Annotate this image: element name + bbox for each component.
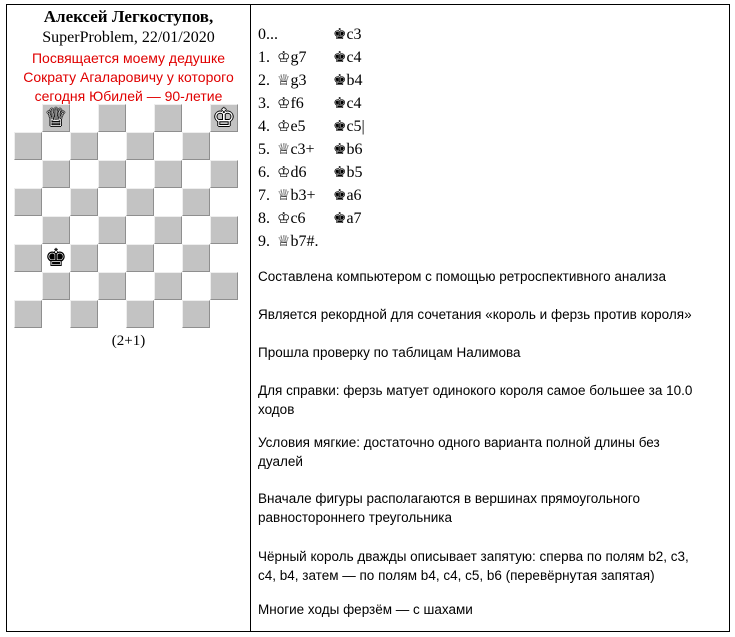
- black-king-icon: ♚: [333, 94, 347, 112]
- board-square: [154, 188, 182, 216]
- note-paragraph: [258, 305, 728, 324]
- black-move-square: c5|: [346, 118, 365, 135]
- note-paragraph: [258, 343, 728, 362]
- board-square: [182, 216, 210, 244]
- move-number: 8.: [258, 210, 270, 227]
- board-square: [70, 216, 98, 244]
- board-square: [154, 272, 182, 300]
- board-square: [70, 132, 98, 160]
- board-square: [126, 132, 154, 160]
- board-square: [14, 272, 42, 300]
- author-name: Алексей Легкоступов,: [43, 7, 214, 26]
- note-paragraph: [258, 433, 728, 471]
- note-line: Многие ходы ферзём — с шахами: [258, 602, 473, 617]
- note-line: Условия мягкие: достаточно одного варианта полной длины без: [258, 435, 660, 450]
- note-line: ходов: [258, 402, 295, 417]
- board-square: [126, 272, 154, 300]
- move-number: 4.: [258, 118, 270, 135]
- board-square: [70, 104, 98, 132]
- white-move-square: f6: [290, 95, 304, 112]
- black-move-square: b4: [346, 72, 363, 89]
- board-square: [98, 104, 126, 132]
- board-square: [98, 300, 126, 328]
- white-king-icon: ♔: [277, 117, 291, 135]
- white-move-square: c3+: [290, 141, 315, 158]
- white-king-icon: ♔: [277, 94, 291, 112]
- note-line: c4, b4, затем — по полям b4, c4, c5, b6 (перевёрнутая запятая): [258, 568, 655, 583]
- white-king-icon: ♔: [212, 103, 236, 132]
- black-king-icon: ♚: [44, 243, 68, 272]
- black-move: [333, 46, 362, 69]
- board-square: [14, 216, 42, 244]
- white-move: [277, 69, 306, 92]
- black-move-square: c3: [346, 26, 362, 43]
- move-number: 6.: [258, 164, 270, 181]
- black-move: [333, 207, 362, 230]
- board-square: [42, 216, 70, 244]
- solution-column: [258, 5, 728, 631]
- board-square: [70, 300, 98, 328]
- note-line: Составлена компьютером с помощью ретроспективного анализа: [258, 269, 666, 284]
- white-move-square: b3+: [290, 187, 316, 204]
- board-square: [42, 132, 70, 160]
- move-number: 3.: [258, 95, 270, 112]
- board-square: [210, 272, 238, 300]
- note-line: Чёрный король дважды описывает запятую: сперва по полям b2, c3,: [258, 549, 689, 564]
- black-move: [333, 23, 362, 46]
- board-square: [14, 188, 42, 216]
- board-square: [210, 160, 238, 188]
- note-line: Для справки: ферзь матует одинокого короля самое большее за 10.0: [258, 383, 693, 398]
- note-paragraph: [258, 381, 728, 419]
- piece-count: (2+1): [111, 333, 146, 349]
- board-square: [154, 104, 182, 132]
- note-line: дуалей: [258, 454, 303, 469]
- note-paragraph: [258, 600, 728, 619]
- dedication-line: сегодня Юбилей — 90-летие: [34, 88, 223, 104]
- white-move: [277, 115, 306, 138]
- board-square: [98, 188, 126, 216]
- white-king-icon: ♔: [277, 163, 291, 181]
- board-square: [182, 188, 210, 216]
- board-square: [210, 244, 238, 272]
- board-square: [154, 300, 182, 328]
- board-square: [154, 132, 182, 160]
- board-square: [126, 188, 154, 216]
- board-square: [42, 160, 70, 188]
- black-king-icon: ♚: [333, 117, 347, 135]
- board-square: [14, 160, 42, 188]
- source-date: SuperProblem, 22/01/2020: [42, 29, 215, 46]
- board-square: [98, 244, 126, 272]
- black-move-square: b5: [346, 164, 363, 181]
- white-move-square: b7#.: [290, 233, 319, 250]
- white-move: [277, 184, 315, 207]
- white-queen-icon: ♕: [277, 186, 291, 204]
- white-move: [277, 230, 318, 253]
- board-square: [182, 300, 210, 328]
- black-king-icon: ♚: [333, 25, 347, 43]
- board-square: [154, 216, 182, 244]
- board-square: [154, 244, 182, 272]
- white-king-icon: ♔: [277, 209, 291, 227]
- black-move-square: a6: [346, 187, 362, 204]
- white-queen-icon: ♕: [277, 140, 291, 158]
- move-number: 2.: [258, 72, 270, 89]
- white-queen-icon: ♕: [44, 103, 68, 132]
- white-queen-icon: ♕: [277, 71, 291, 89]
- black-king-icon: ♚: [333, 163, 347, 181]
- white-king-icon: ♔: [277, 48, 291, 66]
- white-move: [277, 92, 304, 115]
- problem-table: [6, 4, 730, 632]
- black-king-icon: ♚: [333, 71, 347, 89]
- move-number: 1.: [258, 49, 270, 66]
- board-square: [42, 188, 70, 216]
- black-move-square: c4: [346, 49, 362, 66]
- black-move-square: a7: [346, 210, 362, 227]
- board-square: [154, 160, 182, 188]
- note-line: Является рекордной для сочетания «король и ферзь против короля»: [258, 307, 692, 322]
- board-square: [42, 300, 70, 328]
- dedication: [7, 49, 250, 106]
- board-square: [14, 244, 42, 272]
- board-square: [14, 300, 42, 328]
- white-move: [277, 138, 315, 161]
- black-move: [333, 138, 362, 161]
- move-number: 5.: [258, 141, 270, 158]
- board-square: [182, 272, 210, 300]
- board-square: [126, 244, 154, 272]
- black-move: [333, 161, 362, 184]
- board-square: [182, 160, 210, 188]
- black-move: [333, 115, 365, 138]
- white-move-square: c6: [290, 210, 306, 227]
- board-square: [210, 300, 238, 328]
- dedication-line: Сократу Агаларовичу у которого: [23, 69, 234, 85]
- dedication-line: Посвящается моему дедушке: [31, 50, 226, 66]
- note-paragraph: [258, 267, 728, 286]
- black-move: [333, 184, 362, 207]
- black-move-square: c4: [346, 95, 362, 112]
- board-square: [126, 160, 154, 188]
- diagram-column: [7, 5, 250, 631]
- column-divider: [250, 5, 251, 631]
- black-king-icon: ♚: [333, 209, 347, 227]
- note-line: Вначале фигуры располагаются в вершинах прямоугольного: [258, 491, 640, 506]
- board-square: [70, 188, 98, 216]
- board-square: [126, 300, 154, 328]
- move-number: 9.: [258, 233, 270, 250]
- board-square: [98, 272, 126, 300]
- white-move-square: g3: [290, 72, 307, 89]
- board-square: [70, 272, 98, 300]
- white-move-square: g7: [290, 49, 307, 66]
- move-number: 7.: [258, 187, 270, 204]
- board-square: [98, 132, 126, 160]
- board-square: [42, 272, 70, 300]
- move-number: 0...: [258, 26, 278, 43]
- chess-board: [14, 104, 240, 328]
- white-move-square: d6: [290, 164, 307, 181]
- white-queen-icon: ♕: [277, 232, 291, 250]
- black-king-icon: ♚: [333, 140, 347, 158]
- note-line: Прошла проверку по таблицам Налимова: [258, 345, 521, 360]
- board-square: [210, 132, 238, 160]
- board-square: [182, 104, 210, 132]
- board-square: [14, 132, 42, 160]
- black-move: [333, 69, 362, 92]
- white-move-square: e5: [290, 118, 306, 135]
- board-square: [182, 132, 210, 160]
- white-move: [277, 46, 306, 69]
- board-square: [126, 216, 154, 244]
- black-move-square: b6: [346, 141, 363, 158]
- white-move: [277, 207, 306, 230]
- note-line: равностороннего треугольника: [258, 510, 453, 525]
- board-square: [210, 216, 238, 244]
- board-square: [182, 244, 210, 272]
- white-move: [277, 161, 306, 184]
- board-square: [98, 160, 126, 188]
- board-square: [14, 104, 42, 132]
- board-square: [126, 104, 154, 132]
- board-square: [98, 216, 126, 244]
- note-paragraph: [258, 489, 728, 527]
- black-king-icon: ♚: [333, 186, 347, 204]
- board-square: [70, 244, 98, 272]
- black-king-icon: ♚: [333, 48, 347, 66]
- note-paragraph: [258, 547, 728, 585]
- board-square: [210, 188, 238, 216]
- black-move: [333, 92, 362, 115]
- board-square: [70, 160, 98, 188]
